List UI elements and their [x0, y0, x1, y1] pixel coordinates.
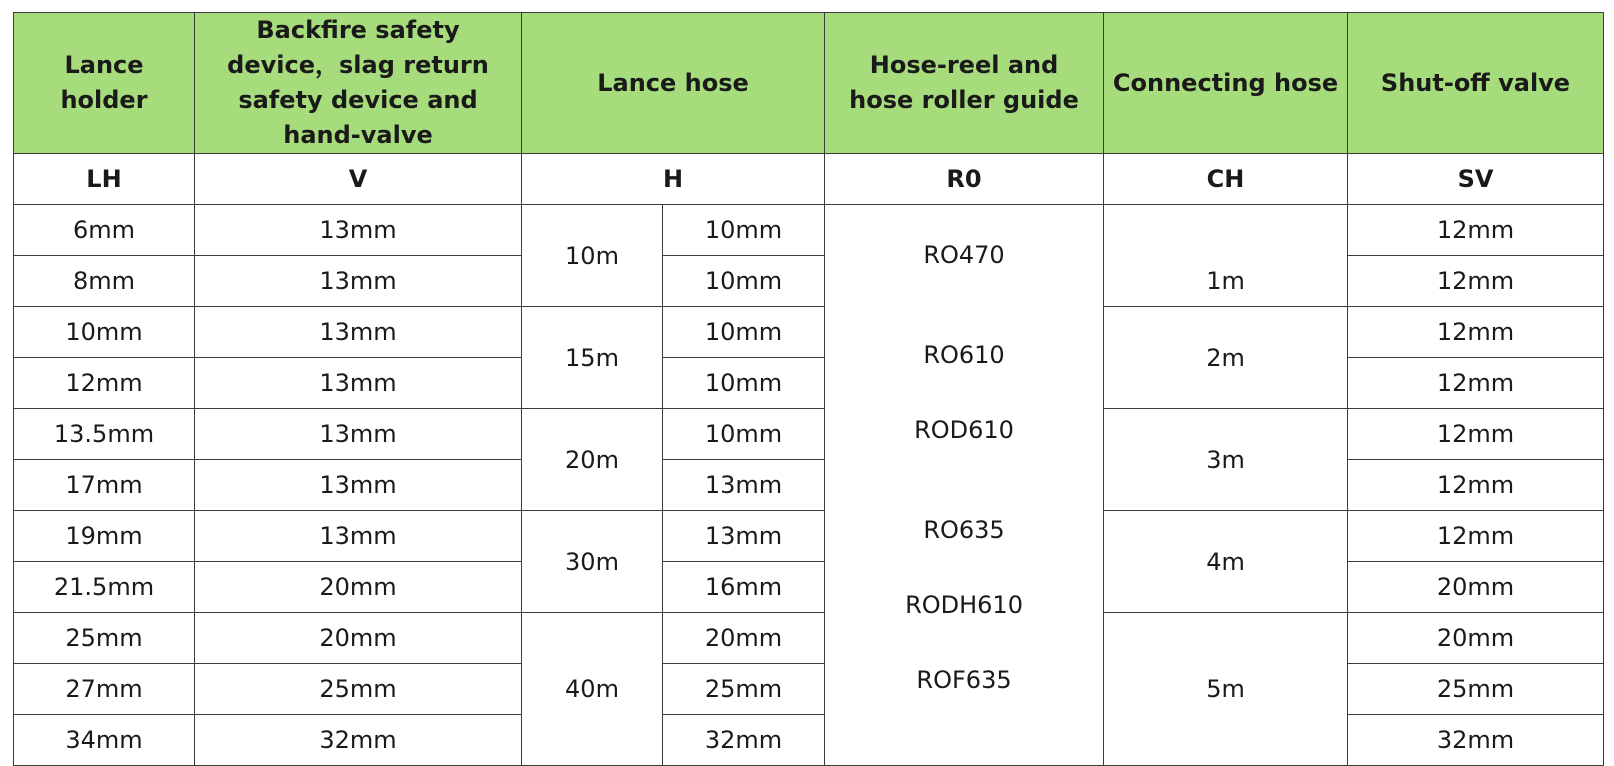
header-row [14, 13, 1604, 154]
lance-holder-cell: 21.5mm [14, 562, 195, 613]
lance-holder-cell: 25mm [14, 613, 195, 664]
shutoff-valve-cell: 12mm [1348, 307, 1604, 358]
backfire-device-cell: 13mm [195, 511, 522, 562]
spec-table [13, 12, 1604, 766]
lance-holder-cell: 17mm [14, 460, 195, 511]
shutoff-valve-cell: 25mm [1348, 664, 1604, 715]
code-r0: R0 [825, 154, 1104, 205]
table-row [14, 460, 1604, 511]
table-row [14, 613, 1604, 664]
connecting-hose-cell: 2m [1104, 307, 1348, 409]
hose-length-cell: 15m [522, 307, 663, 409]
hose-length-cell: 20m [522, 409, 663, 511]
code-v: V [195, 154, 522, 205]
table-row [14, 307, 1604, 358]
header-backfire-device: Backfire safety device，slag return safety device and hand-valve [195, 13, 522, 154]
hose-diameter-cell: 13mm [663, 511, 825, 562]
hose-diameter-cell: 25mm [663, 664, 825, 715]
hose-length-cell: 30m [522, 511, 663, 613]
lance-holder-cell: 13.5mm [14, 409, 195, 460]
lance-holder-cell: 8mm [14, 256, 195, 307]
hose-diameter-cell: 10mm [663, 205, 825, 256]
lance-holder-cell: 19mm [14, 511, 195, 562]
hose-diameter-cell: 10mm [663, 307, 825, 358]
hose-length-cell: 40m [522, 613, 663, 766]
table-row [14, 511, 1604, 562]
table-row [14, 205, 1604, 256]
table-row [14, 358, 1604, 409]
header-shutoff-valve: Shut-off valve [1348, 13, 1604, 154]
shutoff-valve-cell: 12mm [1348, 256, 1604, 307]
hose-reel-cell: RO470 RO610 ROD610 RO635 RODH610 ROF635 [825, 205, 1104, 766]
code-row [14, 154, 1604, 205]
backfire-device-cell: 20mm [195, 562, 522, 613]
code-lh: LH [14, 154, 195, 205]
backfire-device-cell: 13mm [195, 307, 522, 358]
table-row [14, 256, 1604, 307]
backfire-device-cell: 13mm [195, 409, 522, 460]
header-hose-reel: Hose-reel and hose roller guide [825, 13, 1104, 154]
code-h: H [522, 154, 825, 205]
lance-holder-cell: 34mm [14, 715, 195, 766]
shutoff-valve-cell: 12mm [1348, 511, 1604, 562]
shutoff-valve-cell: 12mm [1348, 460, 1604, 511]
hose-diameter-cell: 32mm [663, 715, 825, 766]
backfire-device-cell: 13mm [195, 205, 522, 256]
table-row [14, 562, 1604, 613]
connecting-hose-cell: 4m [1104, 511, 1348, 613]
hose-diameter-cell: 10mm [663, 256, 825, 307]
shutoff-valve-cell: 12mm [1348, 205, 1604, 256]
shutoff-valve-cell: 20mm [1348, 562, 1604, 613]
hose-diameter-cell: 10mm [663, 409, 825, 460]
connecting-hose-cell: 5m [1104, 613, 1348, 766]
header-connecting-hose: Connecting hose [1104, 13, 1348, 154]
backfire-device-cell: 13mm [195, 256, 522, 307]
shutoff-valve-cell: 32mm [1348, 715, 1604, 766]
lance-holder-cell: 27mm [14, 664, 195, 715]
header-lance-hose: Lance hose [522, 13, 825, 154]
hose-diameter-cell: 10mm [663, 358, 825, 409]
shutoff-valve-cell: 20mm [1348, 613, 1604, 664]
hose-diameter-cell: 16mm [663, 562, 825, 613]
lance-holder-cell: 12mm [14, 358, 195, 409]
backfire-device-cell: 13mm [195, 358, 522, 409]
table-row [14, 664, 1604, 715]
table-row [14, 715, 1604, 766]
shutoff-valve-cell: 12mm [1348, 409, 1604, 460]
connecting-hose-cell: 3m [1104, 409, 1348, 511]
backfire-device-cell: 20mm [195, 613, 522, 664]
code-sv: SV [1348, 154, 1604, 205]
backfire-device-cell: 13mm [195, 460, 522, 511]
backfire-device-cell: 25mm [195, 664, 522, 715]
header-lance-holder: Lance holder [14, 13, 195, 154]
connecting-hose-cell: 1m [1104, 205, 1348, 307]
lance-holder-cell: 10mm [14, 307, 195, 358]
code-ch: CH [1104, 154, 1348, 205]
hose-length-cell: 10m [522, 205, 663, 307]
hose-diameter-cell: 13mm [663, 460, 825, 511]
table-row [14, 409, 1604, 460]
backfire-device-cell: 32mm [195, 715, 522, 766]
hose-diameter-cell: 20mm [663, 613, 825, 664]
shutoff-valve-cell: 12mm [1348, 358, 1604, 409]
lance-holder-cell: 6mm [14, 205, 195, 256]
